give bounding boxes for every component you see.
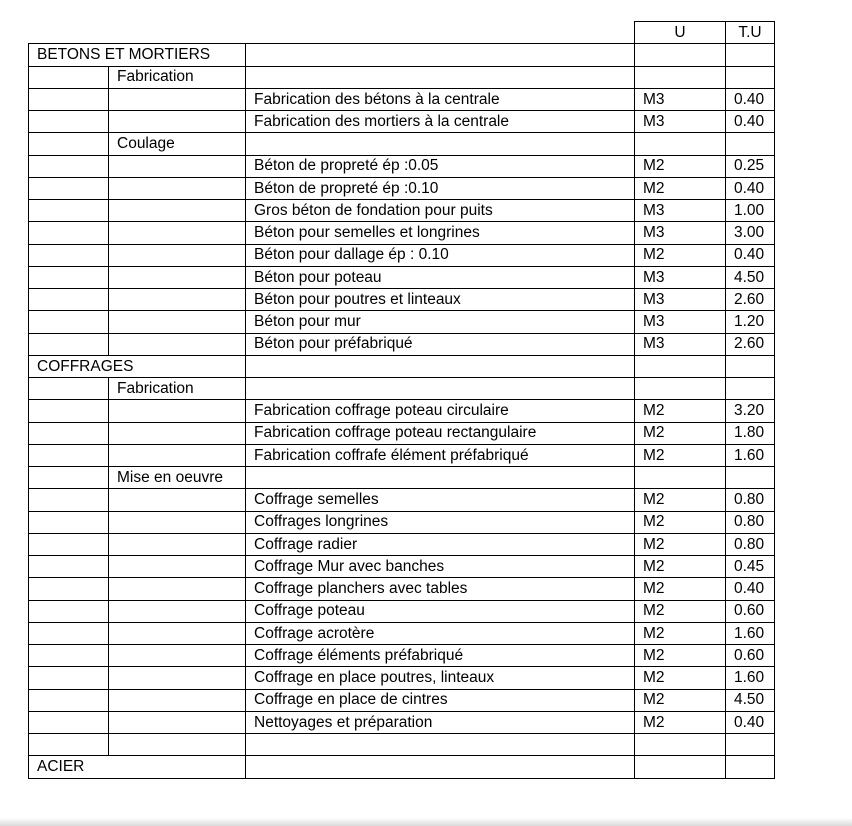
item-label: Béton de propreté ép :0.10 xyxy=(246,177,635,199)
item-label: Coffrage radier xyxy=(246,533,635,555)
item-row xyxy=(29,444,775,466)
empty-cell xyxy=(109,244,246,266)
item-unit: M3 xyxy=(635,289,726,311)
item-row xyxy=(29,711,775,733)
section-title: ACIER xyxy=(29,756,246,778)
empty-cell xyxy=(29,289,109,311)
section-row xyxy=(29,756,775,778)
item-time-per-unit: 0.60 xyxy=(726,600,775,622)
empty-cell xyxy=(726,355,775,377)
item-label: Coffrage semelles xyxy=(246,489,635,511)
item-row xyxy=(29,511,775,533)
header-row xyxy=(29,22,775,44)
group-row xyxy=(29,378,775,400)
item-label: Béton pour poutres et linteaux xyxy=(246,289,635,311)
empty-cell xyxy=(635,378,726,400)
item-label: Coffrage éléments préfabriqué xyxy=(246,645,635,667)
item-label: Fabrication des bétons à la centrale xyxy=(246,88,635,110)
item-label: Béton pour mur xyxy=(246,311,635,333)
item-unit: M2 xyxy=(635,578,726,600)
item-unit: M3 xyxy=(635,311,726,333)
item-time-per-unit: 2.60 xyxy=(726,289,775,311)
empty-cell xyxy=(635,355,726,377)
group-row xyxy=(29,133,775,155)
time-standards-table xyxy=(28,21,775,779)
empty-cell xyxy=(635,734,726,756)
empty-cell xyxy=(29,645,109,667)
item-unit: M3 xyxy=(635,222,726,244)
group-title: Mise en oeuvre xyxy=(109,467,246,489)
empty-cell xyxy=(109,88,246,110)
empty-cell xyxy=(635,66,726,88)
item-row xyxy=(29,155,775,177)
item-label: Fabrication coffrage poteau circulaire xyxy=(246,400,635,422)
empty-cell xyxy=(635,133,726,155)
empty-cell xyxy=(109,689,246,711)
item-time-per-unit: 0.40 xyxy=(726,578,775,600)
blank-row xyxy=(29,734,775,756)
group-row xyxy=(29,467,775,489)
empty-cell xyxy=(29,667,109,689)
item-row xyxy=(29,311,775,333)
item-time-per-unit: 0.80 xyxy=(726,533,775,555)
empty-cell xyxy=(29,177,109,199)
empty-cell xyxy=(29,266,109,288)
item-row xyxy=(29,578,775,600)
item-unit: M3 xyxy=(635,111,726,133)
item-label: Nettoyages et préparation xyxy=(246,711,635,733)
empty-cell xyxy=(109,600,246,622)
empty-cell xyxy=(109,711,246,733)
empty-cell xyxy=(109,444,246,466)
empty-cell xyxy=(29,133,109,155)
item-label: Coffrage Mur avec banches xyxy=(246,556,635,578)
item-time-per-unit: 0.80 xyxy=(726,489,775,511)
empty-cell xyxy=(29,711,109,733)
item-label: Béton pour préfabriqué xyxy=(246,333,635,355)
empty-cell xyxy=(29,444,109,466)
empty-cell xyxy=(29,111,109,133)
empty-cell xyxy=(29,467,109,489)
empty-cell xyxy=(726,133,775,155)
item-time-per-unit: 0.40 xyxy=(726,177,775,199)
item-unit: M2 xyxy=(635,667,726,689)
section-title: BETONS ET MORTIERS xyxy=(29,44,246,66)
item-unit: M3 xyxy=(635,266,726,288)
item-unit: M2 xyxy=(635,645,726,667)
empty-cell xyxy=(726,756,775,778)
item-unit: M2 xyxy=(635,511,726,533)
item-label: Béton pour poteau xyxy=(246,266,635,288)
item-row xyxy=(29,111,775,133)
item-time-per-unit: 3.00 xyxy=(726,222,775,244)
table-body xyxy=(29,22,775,779)
empty-cell xyxy=(29,734,109,756)
item-row xyxy=(29,667,775,689)
group-row xyxy=(29,66,775,88)
item-row xyxy=(29,600,775,622)
empty-cell xyxy=(109,155,246,177)
empty-cell xyxy=(109,400,246,422)
empty-cell xyxy=(109,289,246,311)
item-row xyxy=(29,333,775,355)
item-unit: M2 xyxy=(635,422,726,444)
item-unit: M2 xyxy=(635,155,726,177)
item-row xyxy=(29,689,775,711)
item-label: Gros béton de fondation pour puits xyxy=(246,200,635,222)
item-label: Coffrage planchers avec tables xyxy=(246,578,635,600)
empty-cell xyxy=(726,44,775,66)
item-time-per-unit: 2.60 xyxy=(726,333,775,355)
column-header-unit: U xyxy=(635,22,726,44)
item-time-per-unit: 1.60 xyxy=(726,444,775,466)
item-row xyxy=(29,622,775,644)
empty-cell xyxy=(109,533,246,555)
item-time-per-unit: 0.40 xyxy=(726,244,775,266)
empty-cell xyxy=(109,734,246,756)
item-row xyxy=(29,533,775,555)
empty-cell xyxy=(109,489,246,511)
empty-cell xyxy=(29,155,109,177)
item-label: Coffrages longrines xyxy=(246,511,635,533)
empty-cell xyxy=(246,756,635,778)
item-label: Fabrication coffrafe élément préfabriqué xyxy=(246,444,635,466)
empty-cell xyxy=(109,578,246,600)
group-title: Fabrication xyxy=(109,66,246,88)
item-unit: M3 xyxy=(635,333,726,355)
item-time-per-unit: 0.40 xyxy=(726,88,775,110)
item-time-per-unit: 1.00 xyxy=(726,200,775,222)
empty-cell xyxy=(29,533,109,555)
section-row xyxy=(29,44,775,66)
item-label: Coffrage en place de cintres xyxy=(246,689,635,711)
empty-cell xyxy=(635,44,726,66)
section-title: COFFRAGES xyxy=(29,355,246,377)
empty-cell xyxy=(726,378,775,400)
item-row xyxy=(29,289,775,311)
empty-cell xyxy=(635,467,726,489)
empty-cell xyxy=(29,600,109,622)
empty-cell xyxy=(246,133,635,155)
empty-cell xyxy=(246,467,635,489)
item-time-per-unit: 0.25 xyxy=(726,155,775,177)
empty-cell xyxy=(246,355,635,377)
item-unit: M2 xyxy=(635,600,726,622)
empty-cell xyxy=(29,400,109,422)
item-label: Béton de propreté ép :0.05 xyxy=(246,155,635,177)
header-blank-cell xyxy=(29,22,635,44)
item-label: Coffrage en place poutres, linteaux xyxy=(246,667,635,689)
group-title: Fabrication xyxy=(109,378,246,400)
section-row xyxy=(29,355,775,377)
empty-cell xyxy=(29,556,109,578)
empty-cell xyxy=(29,578,109,600)
empty-cell xyxy=(29,333,109,355)
empty-cell xyxy=(29,88,109,110)
item-row xyxy=(29,489,775,511)
empty-cell xyxy=(109,645,246,667)
empty-cell xyxy=(726,66,775,88)
empty-cell xyxy=(246,378,635,400)
empty-cell xyxy=(109,222,246,244)
empty-cell xyxy=(29,511,109,533)
item-row xyxy=(29,222,775,244)
item-row xyxy=(29,400,775,422)
item-time-per-unit: 0.60 xyxy=(726,645,775,667)
item-time-per-unit: 1.60 xyxy=(726,622,775,644)
item-time-per-unit: 1.80 xyxy=(726,422,775,444)
empty-cell xyxy=(726,734,775,756)
empty-cell xyxy=(29,222,109,244)
item-time-per-unit: 4.50 xyxy=(726,689,775,711)
empty-cell xyxy=(109,266,246,288)
item-unit: M2 xyxy=(635,711,726,733)
item-unit: M2 xyxy=(635,622,726,644)
item-row xyxy=(29,88,775,110)
item-label: Coffrage poteau xyxy=(246,600,635,622)
item-label: Coffrage acrotère xyxy=(246,622,635,644)
item-unit: M2 xyxy=(635,689,726,711)
item-row xyxy=(29,244,775,266)
empty-cell xyxy=(29,689,109,711)
column-header-time-per-unit: T.U xyxy=(726,22,775,44)
empty-cell xyxy=(109,422,246,444)
empty-cell xyxy=(29,244,109,266)
item-unit: M2 xyxy=(635,177,726,199)
item-unit: M2 xyxy=(635,444,726,466)
empty-cell xyxy=(109,511,246,533)
empty-cell xyxy=(29,622,109,644)
empty-cell xyxy=(29,66,109,88)
empty-cell xyxy=(29,489,109,511)
empty-cell xyxy=(109,177,246,199)
empty-cell xyxy=(29,378,109,400)
item-label: Béton pour dallage ép : 0.10 xyxy=(246,244,635,266)
empty-cell xyxy=(246,44,635,66)
empty-cell xyxy=(29,422,109,444)
empty-cell xyxy=(109,622,246,644)
item-time-per-unit: 1.60 xyxy=(726,667,775,689)
item-row xyxy=(29,266,775,288)
empty-cell xyxy=(109,311,246,333)
item-unit: M2 xyxy=(635,400,726,422)
item-unit: M2 xyxy=(635,489,726,511)
item-label: Fabrication coffrage poteau rectangulaire xyxy=(246,422,635,444)
item-time-per-unit: 0.40 xyxy=(726,711,775,733)
item-time-per-unit: 0.45 xyxy=(726,556,775,578)
item-row xyxy=(29,422,775,444)
item-row xyxy=(29,200,775,222)
item-unit: M3 xyxy=(635,200,726,222)
empty-cell xyxy=(109,111,246,133)
item-time-per-unit: 0.80 xyxy=(726,511,775,533)
item-time-per-unit: 0.40 xyxy=(726,111,775,133)
page-bottom-edge xyxy=(0,818,852,826)
empty-cell xyxy=(109,556,246,578)
item-unit: M2 xyxy=(635,556,726,578)
empty-cell xyxy=(726,467,775,489)
item-row xyxy=(29,556,775,578)
item-time-per-unit: 3.20 xyxy=(726,400,775,422)
empty-cell xyxy=(246,66,635,88)
item-row xyxy=(29,645,775,667)
item-unit: M2 xyxy=(635,533,726,555)
item-label: Béton pour semelles et longrines xyxy=(246,222,635,244)
empty-cell xyxy=(29,200,109,222)
empty-cell xyxy=(246,734,635,756)
empty-cell xyxy=(109,667,246,689)
item-time-per-unit: 1.20 xyxy=(726,311,775,333)
empty-cell xyxy=(109,200,246,222)
empty-cell xyxy=(109,333,246,355)
item-row xyxy=(29,177,775,199)
group-title: Coulage xyxy=(109,133,246,155)
item-unit: M3 xyxy=(635,88,726,110)
empty-cell xyxy=(29,311,109,333)
item-label: Fabrication des mortiers à la centrale xyxy=(246,111,635,133)
item-unit: M2 xyxy=(635,244,726,266)
empty-cell xyxy=(635,756,726,778)
item-time-per-unit: 4.50 xyxy=(726,266,775,288)
